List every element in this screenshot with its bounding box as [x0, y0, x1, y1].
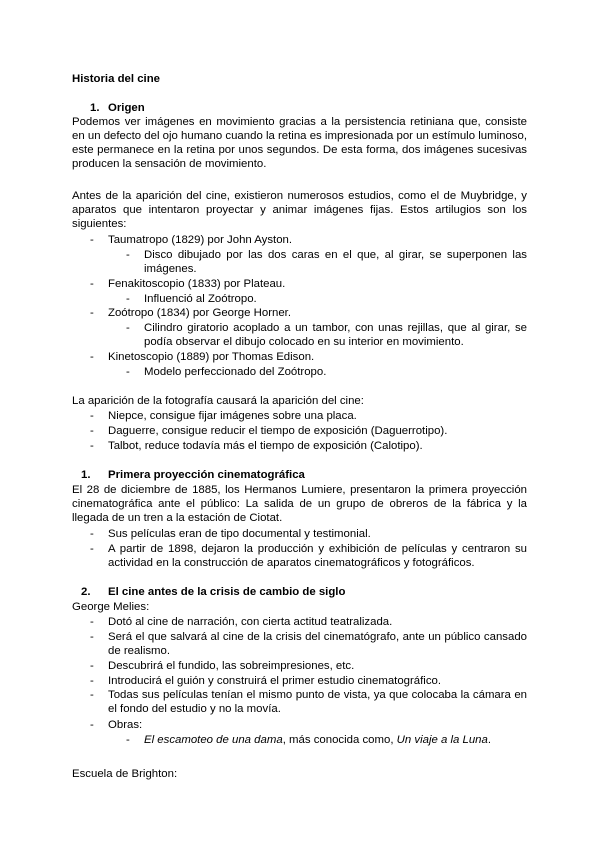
- bullet-dash: -: [90, 660, 94, 672]
- section-3-heading: El cine antes de la crisis de cambio de siglo: [108, 586, 346, 598]
- bullet-dash: -: [90, 675, 94, 687]
- melies-item: Será el que salvará al cine de la crisis del cinematógrafo, ante un público cansado de realismo.: [108, 631, 527, 657]
- photo-item: Talbot, reduce todavía más el tiempo de exposición (Calotipo).: [108, 440, 423, 452]
- bullet-dash: -: [126, 249, 130, 261]
- bullet-dash: -: [90, 234, 94, 246]
- melies-item: Obras:: [108, 719, 143, 731]
- bullet-dash: -: [90, 719, 94, 731]
- device-item: Taumatropo (1829) por John Ayston.: [108, 234, 293, 246]
- work-end: .: [487, 734, 492, 746]
- work-connector: , más conocida como,: [282, 734, 397, 746]
- melies-item: Descubrirá el fundido, las sobreimpresiones, etc.: [108, 660, 355, 672]
- bullet-dash: -: [126, 293, 130, 305]
- device-item: Kinetoscopio (1889) por Thomas Edison.: [108, 351, 315, 363]
- section-3-number: 2.: [81, 586, 91, 598]
- lumiere-item: Sus películas eran de tipo documental y testimonial.: [108, 528, 371, 540]
- bullet-dash: -: [90, 278, 94, 290]
- bullet-dash: -: [90, 425, 94, 437]
- bullet-dash: -: [90, 616, 94, 628]
- bullet-dash: -: [90, 543, 94, 555]
- bullet-dash: -: [126, 322, 130, 334]
- device-subitem: Cilindro giratorio acoplado a un tambor, con unas rejillas, que al girar, se podía observar el dibujo colocado en su interior en movimiento.: [144, 322, 527, 348]
- work-title: El escamoteo de una dama: [144, 734, 283, 746]
- author-label: George Melies:: [72, 601, 150, 613]
- section-2-paragraph: El 28 de diciembre de 1885, los Hermanos Lumiere, presentaron la primera proyección cinematográfica ante el público: La salida de un grupo de obreros de la fábrica y la llegada de un tren a la estación de Ciotat.: [72, 484, 527, 524]
- section-2-number: 1.: [81, 469, 91, 481]
- melies-item: Todas sus películas tenían el mismo punto de vista, ya que colocaba la cámara en el fondo del estudio y no la movía.: [108, 689, 527, 715]
- device-subitem: Influenció al Zoótropo.: [144, 293, 257, 305]
- bullet-dash: -: [90, 689, 94, 701]
- bullet-dash: -: [90, 528, 94, 540]
- photo-item: Niepce, consigue fijar imágenes sobre una placa.: [108, 410, 357, 422]
- device-subitem: Disco dibujado por las dos caras en el que, al girar, se superponen las imágenes.: [144, 249, 527, 275]
- bullet-dash: -: [126, 734, 130, 746]
- bullet-dash: -: [90, 307, 94, 319]
- section-1-paragraph-2: Antes de la aparición del cine, existieron numerosos estudios, como el de Muybridge, y aparatos que intentaron proyectar y animar imágenes fijas. Estos artilugios son los siguientes:: [72, 190, 527, 230]
- school-label: Escuela de Brighton:: [72, 768, 178, 780]
- device-item: Zoótropo (1834) por George Horner.: [108, 307, 291, 319]
- lumiere-item: A partir de 1898, dejaron la producción y exhibición de películas y centraron su actividad en la construcción de aparatos cinematográficos y fotográficos.: [108, 543, 527, 569]
- bullet-dash: -: [90, 410, 94, 422]
- device-subitem: Modelo perfeccionado del Zoótropo.: [144, 366, 327, 378]
- photo-item: Daguerre, consigue reducir el tiempo de exposición (Daguerrotipo).: [108, 425, 448, 437]
- section-1-paragraph-1: Podemos ver imágenes en movimiento gracias a la persistencia retiniana que, consiste en un defecto del ojo humano cuando la retina es impresionada por un estímulo luminoso, este permanece en la retina por unos segundos. De esta forma, dos imágenes sucesivas producen la sensación de movimiento.: [72, 116, 527, 170]
- melies-item: Dotó al cine de narración, con cierta actitud teatralizada.: [108, 616, 393, 628]
- section-1-heading: Origen: [108, 102, 145, 114]
- bullet-dash: -: [90, 351, 94, 363]
- melies-item: Introducirá el guión y construirá el primer estudio cinematográfico.: [108, 675, 442, 687]
- bullet-dash: -: [90, 440, 94, 452]
- section-1-number: 1.: [90, 102, 100, 114]
- section-1-paragraph-3: La aparición de la fotografía causará la aparición del cine:: [72, 395, 364, 407]
- device-item: Fenakitoscopio (1833) por Plateau.: [108, 278, 286, 290]
- bullet-dash: -: [126, 366, 130, 378]
- bullet-dash: -: [90, 631, 94, 643]
- document-title: Historia del cine: [72, 73, 160, 85]
- work-alt-title: Un viaje a la Luna: [396, 734, 488, 746]
- work-line: [144, 733, 491, 747]
- section-2-heading: Primera proyección cinematográfica: [108, 469, 305, 481]
